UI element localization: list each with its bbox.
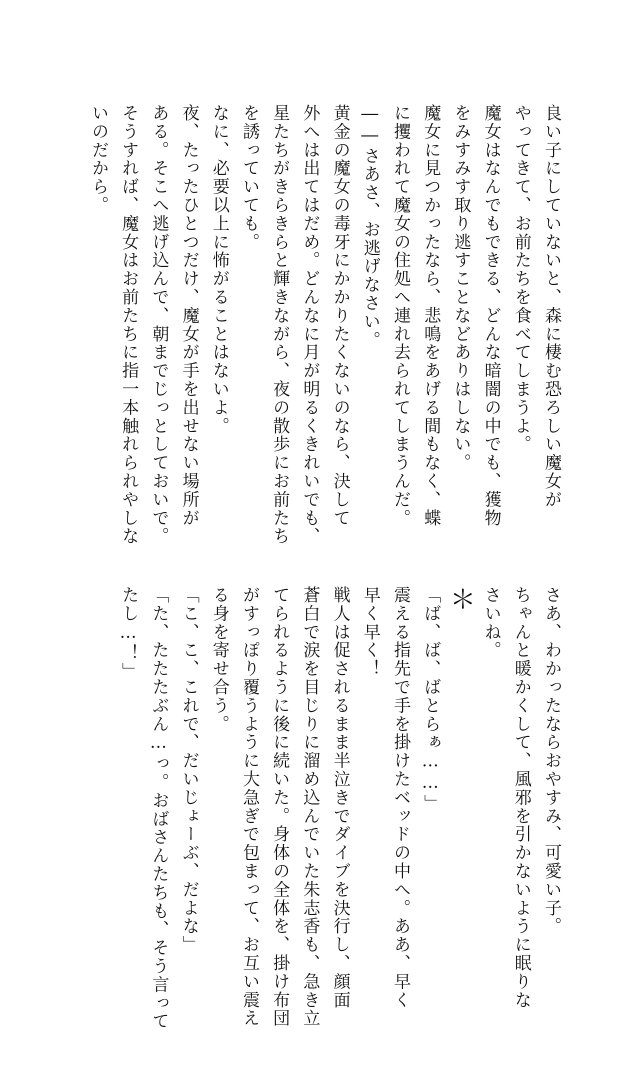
text-column: ある。そこへ逃げ込んで、朝までじっとしておいで。 <box>148 104 169 546</box>
text-column: 夜、たったひとつだけ、魔女が手を出せない場所が <box>178 104 199 528</box>
text-column: 戦人は促されるまま半泣きでダイブを決行し、顔面 <box>329 586 350 1010</box>
text-column: ちゃんと暖かくして、風邪を引かないように眠りな <box>510 586 531 1010</box>
text-column: をみすみす取り逃すことなどありはしない。 <box>450 104 471 472</box>
text-column: てられるように後に続いた。身体の全体を、掛け布団 <box>269 586 290 1028</box>
text-column: る身を寄せ合う。 <box>208 586 229 734</box>
text-column: 星たちがきらきらと輝きながら、夜の散歩にお前たち <box>269 104 290 546</box>
text-column: やってきて、お前たちを食べてしまうよ。 <box>510 104 531 454</box>
text-column: がすっぽり覆うように大急ぎで包まって、お互い震え <box>238 586 259 1028</box>
text-column: 黄金の魔女の毒牙にかかりたくないのなら、決して <box>329 104 350 528</box>
text-column: ――さあさ、お逃げなさい。 <box>359 104 380 350</box>
text-column: 蒼白で涙を目じりに溜め込んでいた朱志香も、急き立 <box>299 586 320 1028</box>
section-break-asterisk: ＊ <box>445 586 476 614</box>
text-column: 「た、たたたぶん…っ。おばさんたちも、そう言って <box>148 586 169 1031</box>
text-column: 震える指先で手を掛けたベッドの中へ。ああ、早く <box>389 586 410 1010</box>
text-column: たし…！」 <box>118 586 139 681</box>
text-column: なに、必要以上に怖がることはないよ。 <box>208 104 229 436</box>
text-column: 外へは出てはだめ。どんなに月が明るくきれいでも、 <box>299 104 320 546</box>
text-column: 早く早く！ <box>359 586 380 678</box>
text-column: 魔女はなんでもできる、どんな暗闇の中でも、獲物 <box>480 104 501 528</box>
text-column: 良い子にしていないと、森に棲む恐ろしい魔女が <box>541 104 561 509</box>
text-column: 魔女に見つかったなら、悲鳴をあげる間もなく、蝶 <box>420 104 441 528</box>
lower-text-block <box>46 586 566 1031</box>
text-column: そうすれば、魔女はお前たちに指一本触れられやしな <box>118 104 139 546</box>
text-column: いのだから。 <box>87 104 108 215</box>
upper-text-block <box>46 104 566 546</box>
text-column: に攫われて魔女の住処へ連れ去られてしまうんだ。 <box>389 104 410 528</box>
text-column: 「こ、こ、これで、だいじょーぶ、だよな」 <box>178 586 199 954</box>
text-column: さいね。 <box>480 586 501 660</box>
text-column: 「ば、ば、ばとらぁ……」 <box>420 586 441 813</box>
text-column: を誘っていても。 <box>238 104 259 252</box>
text-column: さあ、わかったならおやすみ、可愛い子。 <box>541 586 561 936</box>
